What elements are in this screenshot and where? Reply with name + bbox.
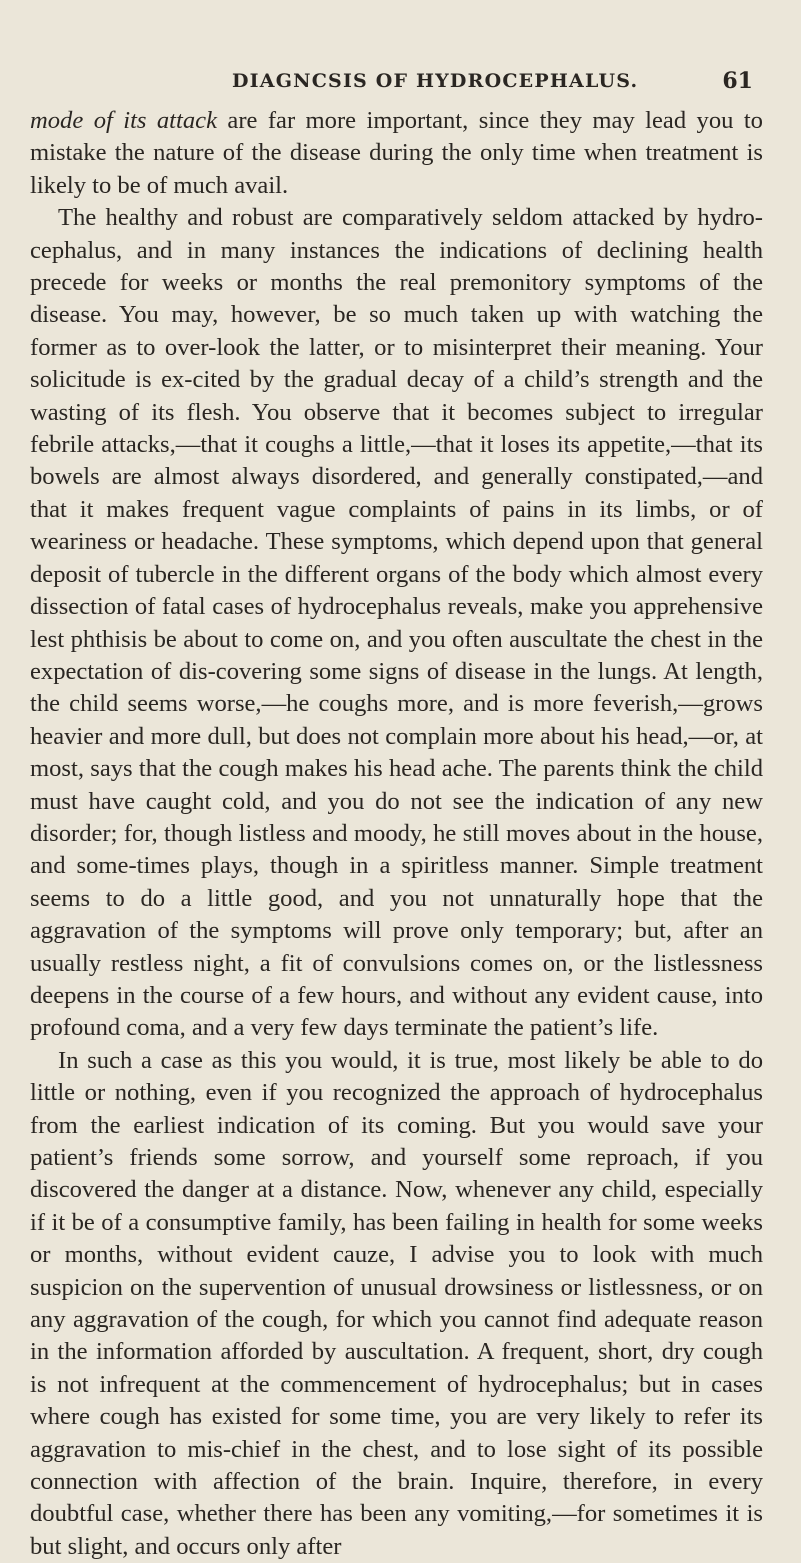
paragraph-text: are far more important, since they may lead you to mistake the nature of the disease during the only time when treatment is likely to be of much avail. [30, 107, 763, 199]
paragraph [30, 202, 763, 1045]
paragraph-text: The healthy and robust are comparatively seldom attacked by hydro-cephalus, and in many instances the indications of declining health precede for weeks or months the real premonitory symptoms of the disease. You may, however, be so much taken up with watching the former as to over-look the latter, or to misinterpret their meaning. Your solicitude is ex-cited by the gradual decay of a child’s strength and the wasting of its flesh. You observe that it becomes subject to irregular febrile attacks,—that it coughs a little,—that it loses its appetite,—that its bowels are almost always disordered, and generally constipated,—and that it makes frequent vague complaints of pains in its limbs, or of weariness or headache. These symptoms, which depend upon that general deposit of tubercle in the different organs of the body which almost every dissection of fatal cases of hydrocephalus reveals, make you apprehensive lest phthisis be about to come on, and you often auscultate the chest in the expectation of dis-covering some signs of disease in the lungs. At length, the child seems worse,—he coughs more, and is more feverish,—grows heavier and more dull, but does not complain more about his head,—or, at most, says that the cough makes his head ache. The parents think the child must have caught cold, and you do not see the indication of any new disorder; for, though listless and moody, he still moves about in the house, and some-times plays, though in a spiritless manner. Simple treatment seems to do a little good, and you not unnaturally hope that the aggravation of the symptoms will prove only temporary; but, after an usually restless night, a fit of convulsions comes on, or the listlessness deepens in the course of a few hours, and without any evident cause, into profound coma, and a very few days terminate the patient’s life. [30, 204, 763, 1042]
body-text [30, 105, 763, 1563]
italic-phrase: mode of its attack [30, 107, 217, 134]
running-head: DIAGNCSIS OF HYDROCEPHALUS. [232, 70, 639, 92]
page-header [0, 70, 801, 100]
paragraph-continuation [30, 105, 763, 202]
paragraph [30, 1045, 763, 1563]
paragraph-text: In such a case as this you would, it is true, most likely be able to do little or nothing, even if you recognized the approach of hydrocephalus from the earliest indication of its coming. But you would save your patient’s friends some sorrow, and yourself some reproach, if you discovered the danger at a distance. Now, whenever any child, especially if it be of a consumptive family, has been failing in health for some weeks or months, without evident cauze, I advise you to look with much suspicion on the supervention of unusual drowsiness or listlessness, or on any aggravation of the cough, for which you cannot find adequate reason in the information afforded by auscultation. A frequent, short, dry cough is not infrequent at the commencement of hydrocephalus; but in cases where cough has existed for some time, you are very likely to refer its aggravation to mis-chief in the chest, and to lose sight of its possible connection with affection of the brain. Inquire, therefore, in every doubtful case, whether there has been any vomiting,—for sometimes it is but slight, and occurs only after [30, 1046, 763, 1560]
page-number: 61 [722, 68, 753, 94]
